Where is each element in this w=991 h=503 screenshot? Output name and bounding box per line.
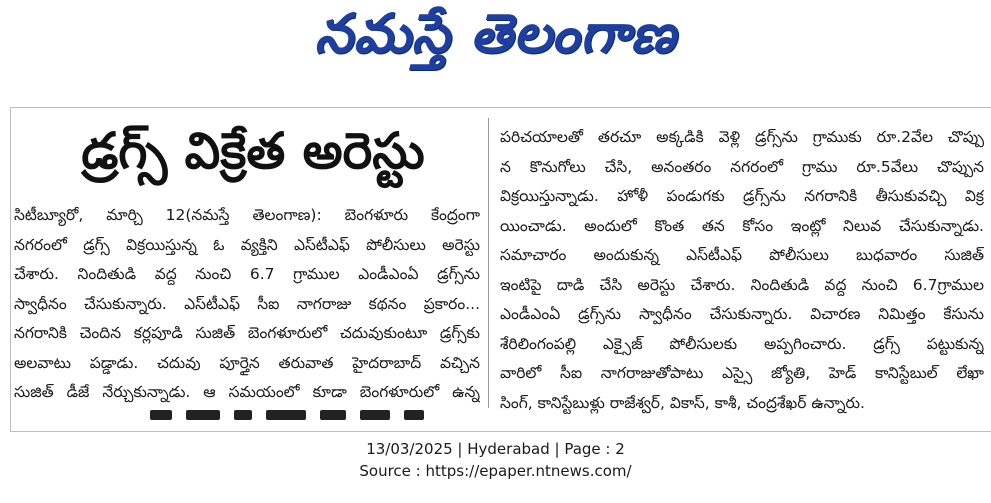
article-line: సింగ్, కానిస్టేబుళ్లు రాజేశ్వర్, వికాస్, కాశీ, చంద్రశేఖర్ ఉన్నారు. <box>500 393 865 412</box>
article-headline: డ్రగ్స్ విక్రేత అరెస్టు <box>81 121 425 180</box>
clipping-border-bottom <box>10 431 991 432</box>
article-line: విక్రయిస్తున్నాడు. హోళీ పండుగకు డ్రగ్స్‌ను నగరానికి తీసుకువచ్చి విక్ర <box>500 187 984 205</box>
column-divider <box>488 118 489 408</box>
masthead <box>0 0 991 80</box>
article-line: స్వాధీనం చేసుకున్నారు. ఎస్‌టీఎఫ్ సీఐ నాగరాజు కథనం ప్రకారం... <box>14 294 480 313</box>
article-line: చేశారు. నిందితుడి వద్ద నుంచి 6.7 గ్రాముల ఎండీఎంఏ డ్రగ్స్‌ను <box>14 265 480 283</box>
clipping-footer <box>0 438 991 482</box>
article-line: ఇంటిపై దాడి చేసి అరెస్టు చేశారు. నిందితుడి వద్ద నుంచి 6.7గ్రాముల <box>500 275 984 294</box>
clipping-border-left <box>10 107 11 432</box>
clipping-border-top <box>10 107 991 108</box>
article-line: శేరిలింగంపల్లి ఎక్సైజ్ పోలీసులకు అప్పగించారు. డ్రగ్స్ పట్టుకున్న <box>500 334 984 353</box>
article-line: పరిచయాలతో తరచూ అక్కడికి వెళ్లి డ్రగ్స్‌ను గ్రాముకు రూ.2వేల చొప్పు <box>500 128 984 146</box>
article-line: సుజిత్ డీజే నేర్చుకున్నాడు. ఆ సమయంలో కూడా బెంగళూరులో ఉన్న <box>14 383 480 401</box>
article-line: వారిలో సీఐ నాగరాజుతోపాటు ఎస్సై జ్యోతి, హెడ్ కానిస్టేబుల్ లేఖా <box>500 364 984 382</box>
article-line: సిటీబ్యూరో, మార్చి 12(నమస్తే తెలంగాణ): బెంగళూరు కేంద్రంగా <box>14 206 480 224</box>
article-column-left <box>14 201 480 408</box>
article-column-right <box>500 123 984 418</box>
clipped-text-fragment <box>150 410 480 420</box>
article-line: ఎండీఎంఏ డ్రగ్స్‌ను స్వాధీనం చేసుకున్నారు. విచారణ నిమిత్తం కేసును <box>500 305 984 323</box>
article-line: సమాచారం అందుకున్న ఎస్‌టీఎఫ్ పోలీసులు బుధవారం సుజిత్ <box>500 246 984 264</box>
source-link[interactable]: Source : https://epaper.ntnews.com/ <box>359 462 632 480</box>
article-line: యించాడు. అందులో కొంత తన కోసం ఇంట్లో నిలువ చేసుకున్నాడు. <box>500 216 984 235</box>
article-line: న కొనుగోలు చేసి, అనంతరం నగరంలో గ్రాము రూ.5వేలు చొప్పున <box>500 157 984 176</box>
edition-info: 13/03/2025 | Hyderabad | Page : 2 <box>366 440 625 458</box>
article-line: నగరంలో డ్రగ్స్ విక్రయిస్తున్న ఓ వ్యక్తిని ఎస్‌టీఎఫ్ పోలీసులు అరెస్టు <box>14 235 480 254</box>
article-line: నగరానికి చెందిన కర్లపూడి సుజిత్ బెంగళూరులో చదువుకుంటూ డ్రగ్స్‌కు <box>14 324 480 342</box>
newspaper-logo: నమస్తే తెలంగాణ <box>314 1 677 65</box>
article-line: అలవాటు పడ్డాడు. చదువు పూర్తైన తరువాత హైదరాబాద్ వచ్చిన <box>14 353 480 372</box>
